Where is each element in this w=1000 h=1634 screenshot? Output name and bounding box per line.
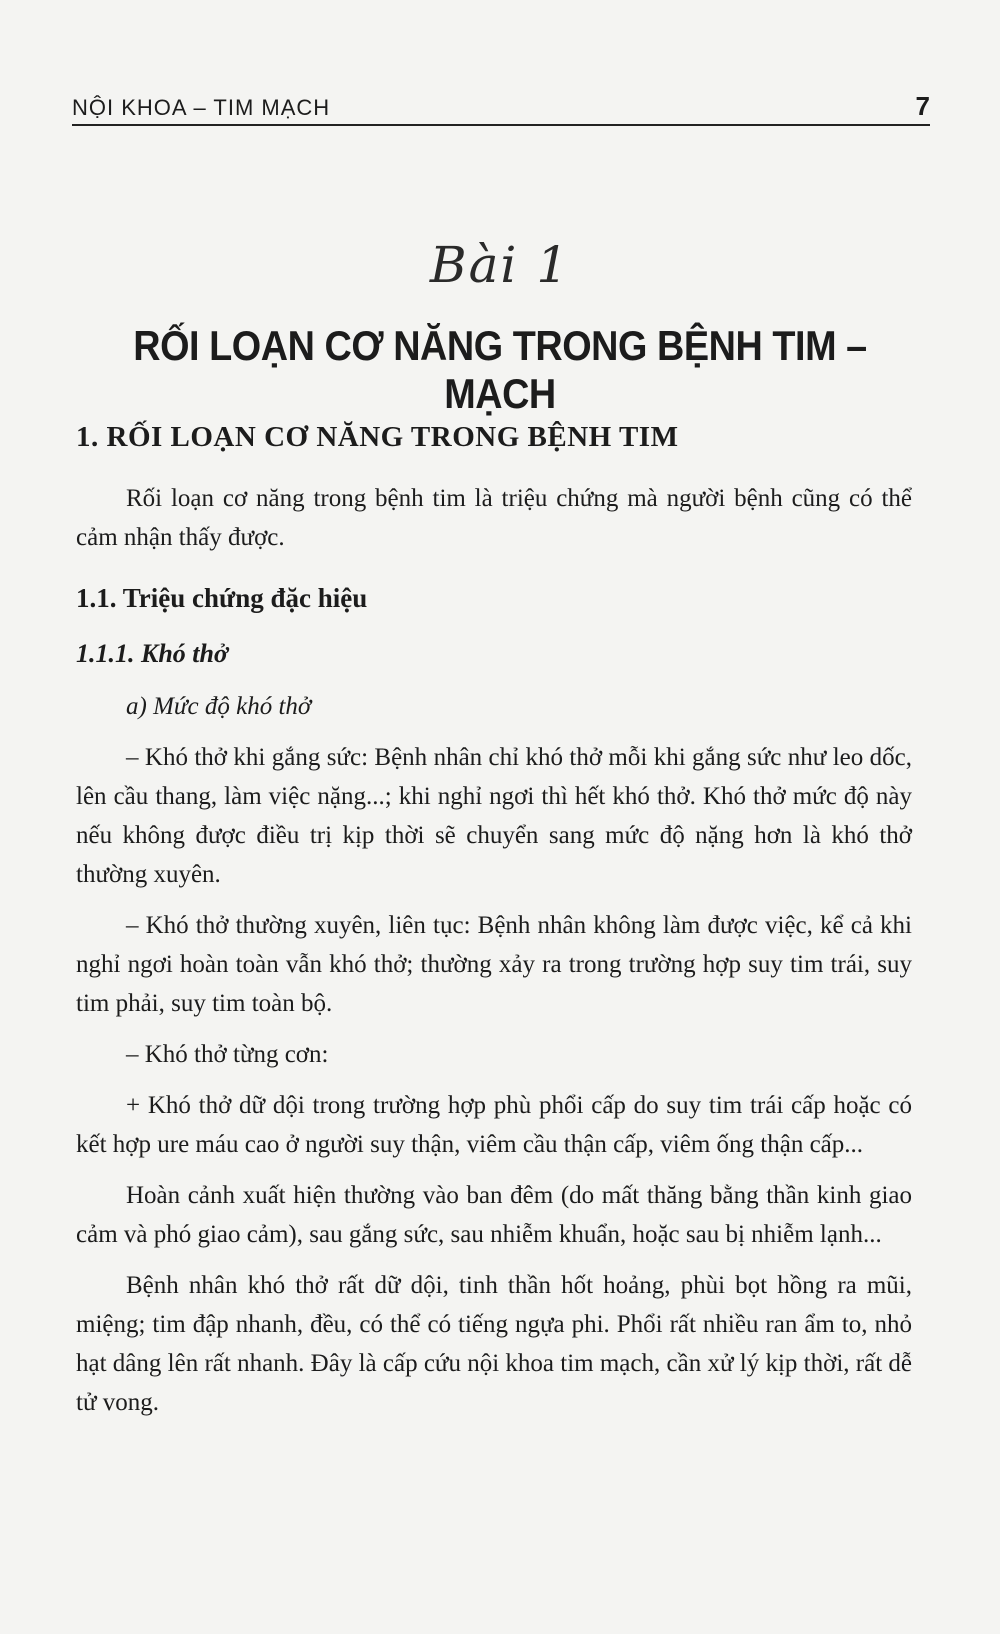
body-paragraph: – Khó thở từng cơn: bbox=[126, 1041, 329, 1068]
page-number: 7 bbox=[915, 91, 930, 121]
body-paragraph: – Khó thở thường xuyên, liên tục: Bệnh nhân không làm được việc, kể cả khi nghỉ ngơi hoàn toàn vẫn khó thở; thường xảy ra trong trường hợp suy tim trái, suy tim phải, suy tim toàn bộ. bbox=[76, 912, 912, 1017]
section-heading: 1. RỐI LOẠN CƠ NĂNG TRONG BỆNH TIM bbox=[76, 421, 679, 453]
body-paragraph: Bệnh nhân khó thở rất dữ dội, tinh thần hốt hoảng, phùi bọt hồng ra mũi, miệng; tim đập nhanh, đều, có thể có tiếng ngựa phi. Phổi rất nhiều ran ẩm to, nhỏ hạt dâng lên rất nhanh. Đây là cấp cứu nội khoa tim mạch, cần xử lý kịp thời, rất dễ tử vong. bbox=[76, 1272, 912, 1416]
item-heading: a) Mức độ khó thở bbox=[126, 693, 312, 720]
intro-paragraph: Rối loạn cơ năng trong bệnh tim là triệu chứng mà người bệnh cũng có thể cảm nhận thấy được. bbox=[76, 485, 912, 551]
running-header bbox=[72, 92, 930, 126]
subsubsection-heading: 1.1.1. Khó thở bbox=[76, 639, 228, 668]
body-paragraph: – Khó thở khi gắng sức: Bệnh nhân chỉ khó thở mỗi khi gắng sức như leo dốc, lên cầu thang, làm việc nặng...; khi nghỉ ngơi thì hết khó thở. Khó thở mức độ này nếu không được điều trị kịp thời sẽ chuyển sang mức độ nặng hơn là khó thở thường xuyên. bbox=[76, 744, 912, 888]
subsection-heading: 1.1. Triệu chứng đặc hiệu bbox=[76, 583, 368, 613]
chapter-title: RỐI LOẠN CƠ NĂNG TRONG BỆNH TIM – MẠCH bbox=[133, 322, 867, 417]
lesson-label: Bài 1 bbox=[429, 236, 571, 294]
body-paragraph: + Khó thở dữ dội trong trường hợp phù phổi cấp do suy tim trái cấp hoặc có kết hợp ure máu cao ở người suy thận, viêm cầu thận cấp, viêm ống thận cấp... bbox=[76, 1092, 912, 1158]
body-content bbox=[76, 418, 912, 1434]
body-paragraph: Hoàn cảnh xuất hiện thường vào ban đêm (do mất thăng bằng thần kinh giao cảm và phó giao cảm), sau gắng sức, sau nhiễm khuẩn, hoặc sau bị nhiễm lạnh... bbox=[76, 1182, 912, 1248]
running-title: NỘI KHOA – TIM MẠCH bbox=[72, 95, 331, 120]
